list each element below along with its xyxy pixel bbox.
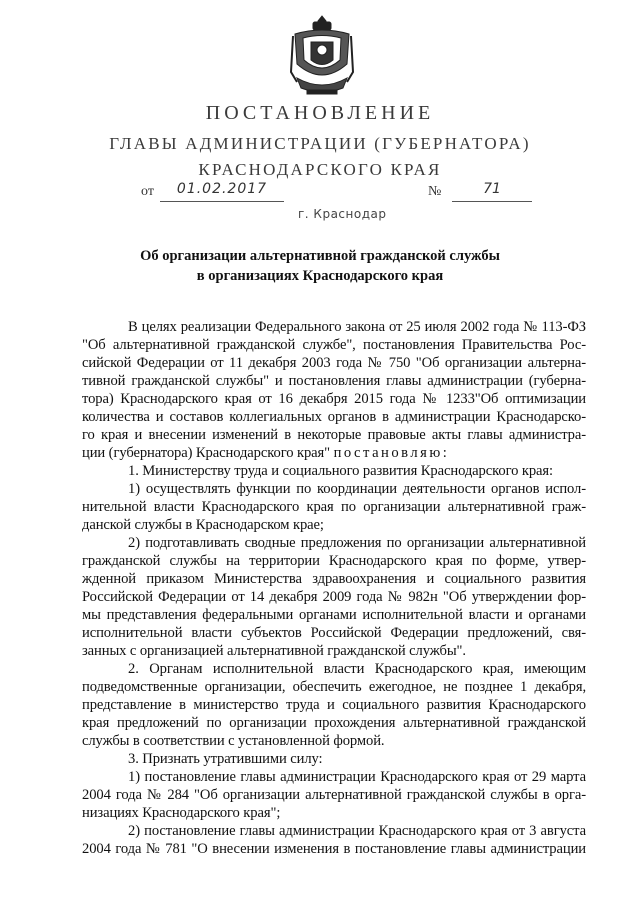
body-line: 1. Министерству труда и социального развития Краснодарского края:: [128, 463, 553, 479]
body-line: 2) подготавливать сводные предложения по организации альтернативной: [128, 535, 586, 551]
body-line: 2. Органам исполнительной власти Краснодарского края, имеющим: [128, 661, 586, 677]
body-line: сийской Федерации от 11 декабря 2003 года № 750 "Об организации альтерна-: [82, 355, 586, 371]
body-line: данской службы в Краснодарском крае;: [82, 517, 324, 533]
body-line: подведомственные организации, обеспечить ежегодное, не позднее 1 декабря,: [82, 679, 586, 695]
body-line: гражданской службы на территории Краснодарского края по форме, утвер-: [82, 553, 586, 569]
body-line: мы представления федеральными органами исполнительной власти и органами: [82, 607, 586, 623]
body-line: нительной власти Краснодарского края по организации альтернативной граж-: [82, 499, 586, 515]
body-line: службы в соответствии с установленной формой.: [82, 733, 385, 749]
region-heading: КРАСНОДАРСКОГО КРАЯ: [198, 160, 442, 179]
body-line: занных с организацией альтернативной гражданской службы".: [82, 643, 466, 659]
document-type-heading: ПОСТАНОВЛЕНИЕ: [205, 102, 435, 124]
body-line: го края и внесении изменений в некоторые правовые акты главы администра-: [82, 427, 586, 443]
issuer-heading: ГЛАВЫ АДМИНИСТРАЦИИ (ГУБЕРНАТОРА): [109, 134, 531, 153]
krasnodar-coat-of-arms-icon: [289, 14, 355, 96]
body-line: ции (губернатора) Краснодарского края" постановляю:: [82, 445, 450, 461]
body-line: 2004 года № 781 "О внесении изменения в постановление главы администрации: [82, 841, 586, 857]
body-line: 1) осуществлять функции по координации деятельности органов испол-: [128, 481, 586, 497]
body-line: 3. Признать утратившими силу:: [128, 751, 323, 767]
body-line: тора) Краснодарского края от 16 декабря 2015 года № 1233"Об оптимизации: [82, 391, 586, 407]
document-number: 71: [452, 181, 532, 202]
document-title-line-2: в организациях Краснодарского края: [196, 268, 444, 284]
document-date: 01.02.2017: [160, 181, 284, 202]
body-line: низациях Краснодарского края";: [82, 805, 281, 821]
body-line: "Об альтернативной гражданской службе", постановления Правительства Рос-: [82, 337, 586, 353]
body-line: 2) постановление главы администрации Краснодарского края от 3 августа: [128, 823, 586, 839]
body-line: края предложений по организации прохождения альтернативной гражданской: [82, 715, 586, 731]
body-line: представление в министерство труда и социального развития Краснодарского: [82, 697, 586, 713]
decree-word: постановляю:: [333, 445, 450, 461]
body-line: тивной гражданской службы" и постановления главы администрации (губерна-: [82, 373, 586, 389]
body-line: 2004 года № 284 "Об организации альтернативной гражданской службы в орга-: [82, 787, 586, 803]
number-label: №: [428, 184, 442, 199]
document-title-line-1: Об организации альтернативной гражданской службы: [140, 248, 500, 264]
city-label: г. Краснодар: [298, 207, 387, 221]
body-line: жденной приказом Министерства здравоохранения и социального развития: [82, 571, 586, 587]
date-label: от: [141, 184, 154, 199]
body-line: Российской Федерации от 14 декабря 2009 года № 982н "Об утверждении фор-: [82, 589, 586, 605]
body-line: исполнительной власти субъектов Российской Федерации предложений, свя-: [82, 625, 586, 641]
body-line: количества и составов коллегиальных органов в администрации Краснодарско-: [82, 409, 586, 425]
body-line: 1) постановление главы администрации Краснодарского края от 29 марта: [128, 769, 586, 785]
body-line: В целях реализации Федерального закона от 25 июля 2002 года № 113-ФЗ: [128, 319, 586, 335]
